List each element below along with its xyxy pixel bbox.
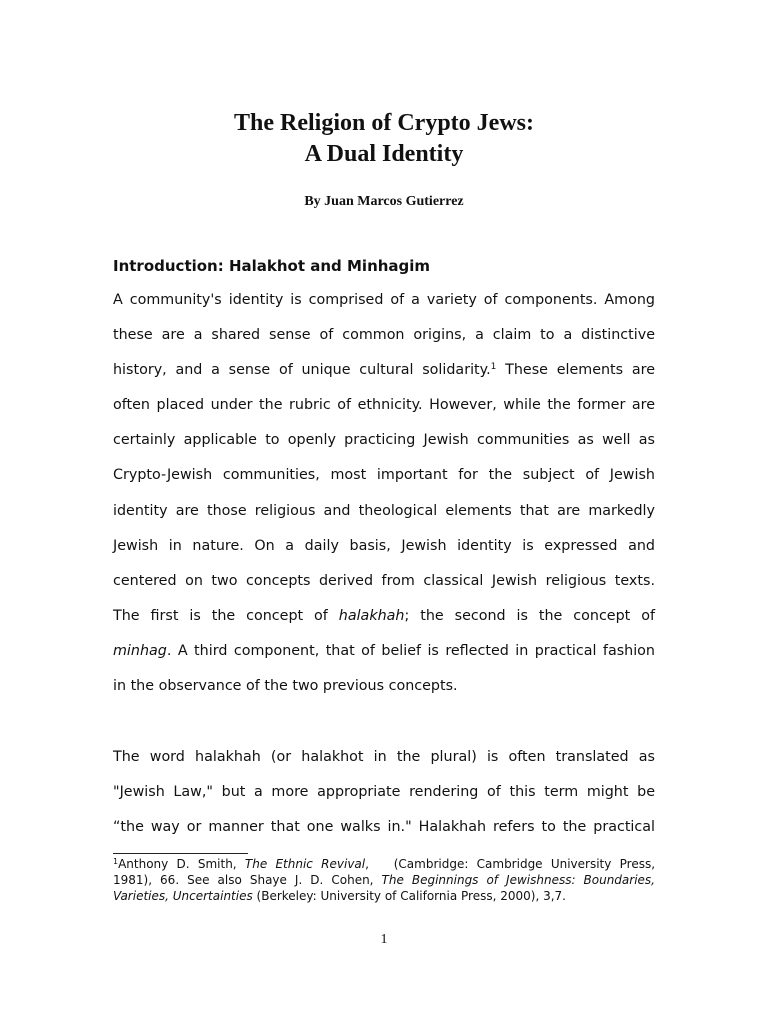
text-line [113, 353, 655, 388]
text-segment: These elements are [496, 362, 655, 379]
text-segment: 1981), 66. See also Shaye J. D. Cohen, [113, 873, 382, 887]
footnote-1 [113, 856, 655, 904]
text-line: "Jewish Law," but a more appropriate rendering of this term might be [113, 784, 655, 801]
section-heading: Introduction: Halakhot and Minhagim [113, 257, 431, 275]
text-segment: , (Cambridge: Cambridge University Press, [365, 857, 656, 871]
paragraph-2 [113, 740, 655, 845]
text-segment: . A third component, that of belief is reflected in practical fashion [166, 642, 655, 659]
author-byline: By Juan Marcos Gutierrez [304, 194, 464, 209]
italic-title: Varieties, Uncertainties [113, 889, 253, 903]
text-segment: history, and a sense of unique cultural solidarity. [113, 362, 491, 379]
italic-term: minhag [113, 642, 167, 659]
text-segment: (Berkeley: University of California Press, 2000), 3,7. [252, 889, 566, 903]
text-segment: ; the second is the concept of [404, 607, 655, 624]
text-segment: The first is the concept of [113, 607, 339, 624]
text-line: The word halakhah (or halakhot in the plural) is often translated as [113, 749, 655, 765]
text-line: Crypto-Jewish communities, most important for the subject of Jewish [113, 467, 655, 484]
text-line: certainly applicable to openly practicing Jewish communities as well as [113, 432, 655, 449]
italic-title: The Beginnings of Jewishness: Boundaries, [381, 873, 655, 887]
text-line: “the way or manner that one walks in." Halakhah refers to the practical [113, 819, 655, 836]
text-line [113, 634, 655, 669]
footnote-line [113, 856, 655, 872]
text-line [113, 599, 655, 634]
footnote-marker: 1 [113, 857, 119, 866]
paragraph-1 [113, 283, 655, 704]
text-line: A community's identity is comprised of a variety of components. Among [113, 292, 655, 308]
page-number: 1 [380, 932, 388, 947]
text-segment: Anthony D. Smith, [118, 857, 245, 871]
text-line: in the observance of the two previous concepts. [113, 678, 458, 695]
footnote-reference[interactable]: 1 [490, 362, 497, 373]
footnote-line [113, 872, 655, 888]
title-line-2: A Dual Identity [304, 141, 464, 167]
text-line: identity are those religious and theological elements that are markedly [113, 502, 655, 519]
title-line-1: The Religion of Crypto Jews: [234, 110, 534, 136]
italic-term: halakhah [338, 607, 405, 624]
text-line: Jewish in nature. On a daily basis, Jewish identity is expressed and [113, 537, 655, 554]
document-title [0, 108, 768, 170]
italic-title: The Ethnic Revival [244, 857, 366, 871]
footnote-separator [113, 853, 248, 854]
text-line: often placed under the rubric of ethnicity. However, while the former are [113, 397, 655, 414]
text-line: centered on two concepts derived from classical Jewish religious texts. [113, 572, 655, 589]
text-line: these are a shared sense of common origins, a claim to a distinctive [113, 327, 655, 344]
footnote-line [113, 888, 655, 904]
